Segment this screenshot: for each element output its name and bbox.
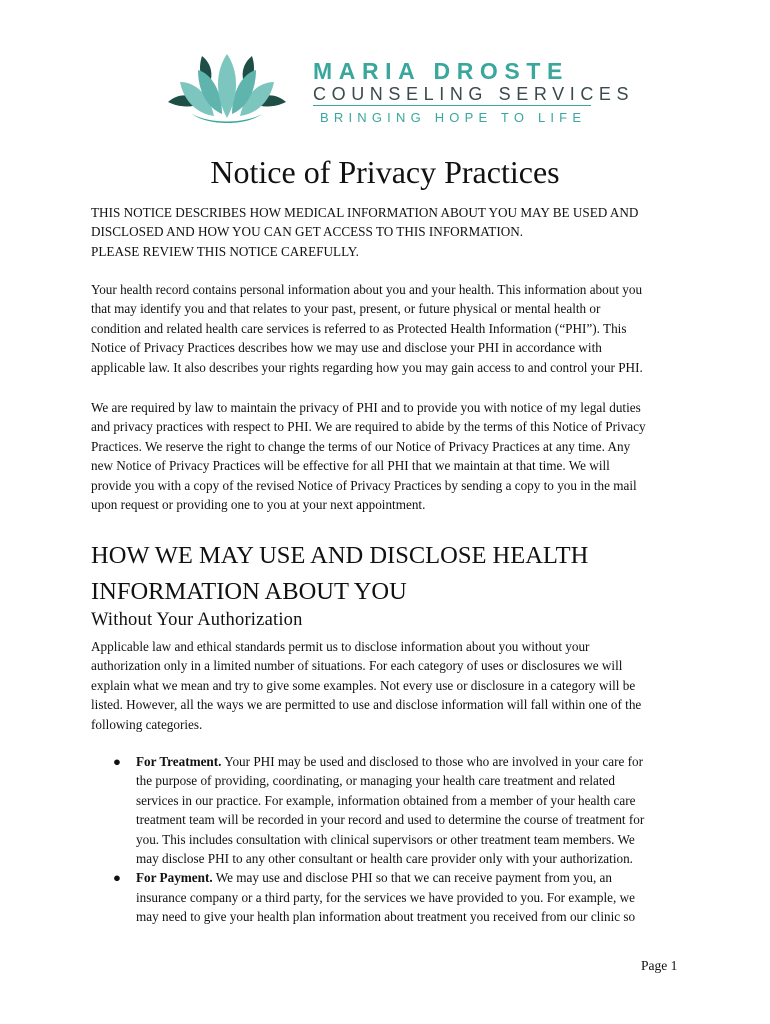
intro-paragraph xyxy=(91,280,681,377)
text-line: We are required by law to maintain the privacy of PHI and to provide you with notice of my legal duties xyxy=(91,400,641,415)
text-line: may disclose PHI to any other consultant or health care provider only with your authorization. xyxy=(136,851,633,867)
item-label: For Payment. xyxy=(136,870,213,886)
bullet-marker: ● xyxy=(113,754,121,769)
brand-subtitle: COUNSELING SERVICES xyxy=(313,84,635,104)
text-line: the purpose of providing, coordinating, or managing your health care treatment and related xyxy=(136,773,615,789)
text-line: following categories. xyxy=(91,716,203,732)
category-list xyxy=(91,752,681,927)
text-line: listed. However, all the ways we are permitted to use and disclose information will fall within one of the xyxy=(91,697,642,713)
text-line: Practices. We reserve the right to change the terms of our Notice of Privacy Practices at any time. Any xyxy=(91,438,631,454)
text-line: that may identify you and that relates to your past, present, or future physical or mental health or xyxy=(91,301,601,317)
subsection-heading: Without Your Authorization xyxy=(91,610,303,630)
list-item-treatment xyxy=(91,752,681,868)
brand-tagline: BRINGING HOPE TO LIFE xyxy=(320,110,587,125)
notice-line: PLEASE REVIEW THIS NOTICE CAREFULLY. xyxy=(91,243,359,259)
text-line: Notice of Privacy Practices describes how we may use and disclose your PHI in accordance with xyxy=(91,340,602,356)
text-line xyxy=(136,868,681,887)
text-line: Your health record contains personal information about you and your health. This information about you xyxy=(91,282,643,297)
brand-name: MARIA DROSTE xyxy=(313,58,569,84)
document-title: Notice of Privacy Practices xyxy=(210,154,560,190)
text-line: explain what we mean and try to give some examples. Not every use or disclosure in a category will be xyxy=(91,677,636,693)
text-line: services in our practice. For example, information obtained from a member of your health care xyxy=(136,792,636,808)
text-line: new Notice of Privacy Practices will be effective for all PHI that we maintain at that time. We will xyxy=(91,458,610,474)
heading-line: HOW WE MAY USE AND DISCLOSE HEALTH xyxy=(91,542,589,569)
authorization-paragraph xyxy=(91,637,681,734)
text-line: treatment team will be recorded in your record and used to determine the course of treatment for xyxy=(136,812,645,828)
text-line: Applicable law and ethical standards permit us to disclose information about you without your xyxy=(91,639,590,654)
text-line: condition and related health care services is referred to as Protected Health Information (“PHI”). This xyxy=(91,320,627,336)
text-line: and privacy practices with respect to PHI. We are required to abide by the terms of this Notice of Privacy xyxy=(91,419,646,435)
text-line xyxy=(136,752,681,771)
lotus-logo-icon xyxy=(166,52,288,126)
notice-banner xyxy=(91,203,681,261)
text-line: upon request or providing one to you at your next appointment. xyxy=(91,497,426,513)
text-line: provide you with a copy of the revised Notice of Privacy Practices by sending a copy to you in the mail xyxy=(91,477,637,493)
item-label: For Treatment. xyxy=(136,754,222,769)
text-line: insurance company or a third party, for the services we have provided to you. For example, we xyxy=(136,889,636,905)
bullet-marker: ● xyxy=(113,870,121,886)
text-line: authorization only in a limited number of situations. For each category of uses or disclosures we will xyxy=(91,658,623,674)
text-line: applicable law. It also describes your rights regarding how you may gain access to and control your PHI. xyxy=(91,359,643,375)
list-item-payment xyxy=(91,868,681,926)
item-text: Your PHI may be used and disclosed to those who are involved in your care for xyxy=(221,754,644,769)
item-text: We may use and disclose PHI so that we can receive payment from you, an xyxy=(212,870,612,886)
notice-line: DISCLOSED AND HOW YOU CAN GET ACCESS TO THIS INFORMATION. xyxy=(91,224,524,240)
heading-line: INFORMATION ABOUT YOU xyxy=(91,578,407,605)
brand-divider xyxy=(313,105,591,106)
page-number: Page 1 xyxy=(641,958,678,973)
text-line: may need to give your health plan information about treatment you received from our clinic so xyxy=(136,909,636,925)
section-heading xyxy=(91,538,691,610)
notice-line: THIS NOTICE DESCRIBES HOW MEDICAL INFORMATION ABOUT YOU MAY BE USED AND xyxy=(91,205,639,220)
legal-duties-paragraph xyxy=(91,398,681,514)
text-line: you. This includes consultation with clinical supervisors or other treatment team members. We xyxy=(136,831,635,847)
